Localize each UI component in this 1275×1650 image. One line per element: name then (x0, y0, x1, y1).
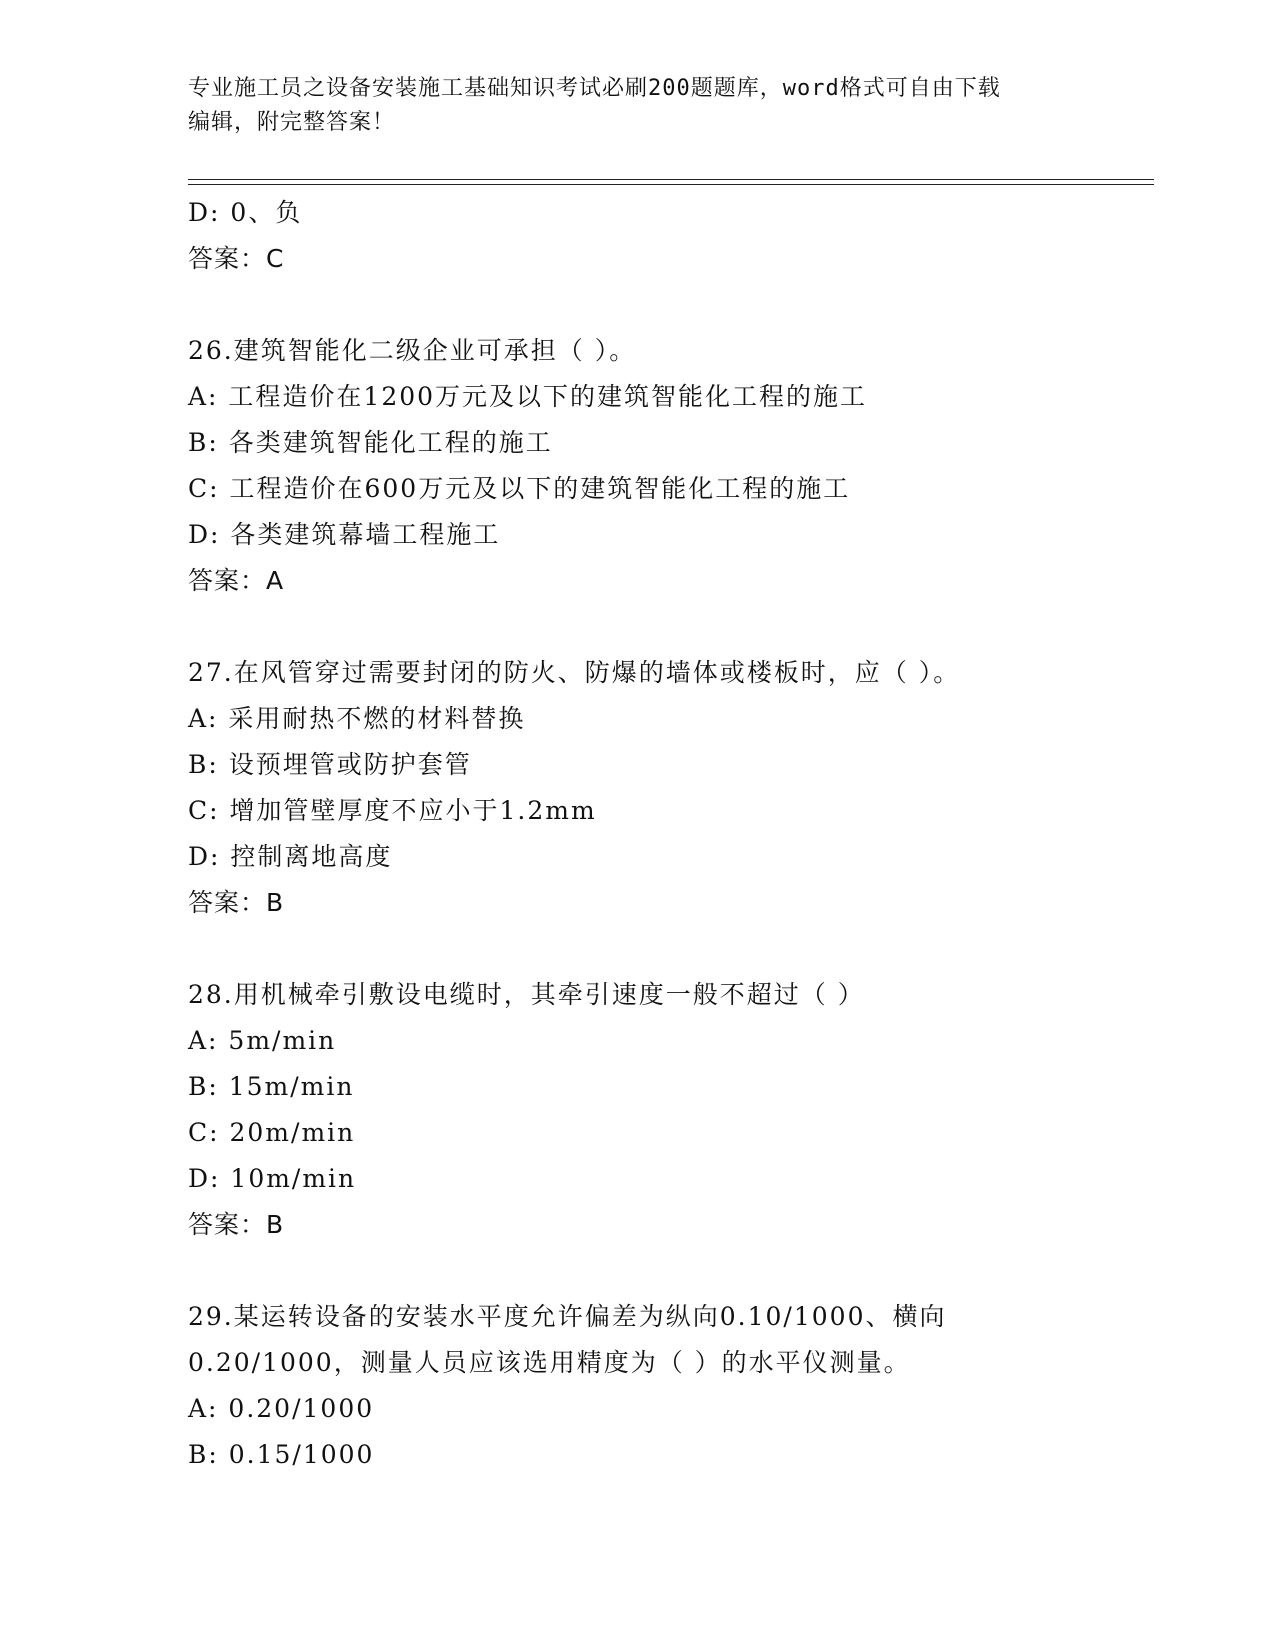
option-d: D: 控制离地高度 (188, 842, 393, 871)
option-a: A: 采用耐热不燃的材料替换 (188, 704, 526, 733)
spacer (188, 282, 1148, 328)
option-b: B: 0.15/1000 (188, 1440, 375, 1469)
question-list (188, 190, 1148, 1478)
question-stem: 28.用机械牵引敷设电缆时，其牵引速度一般不超过（ ） (188, 980, 865, 1009)
prev-answer: 答案：C (188, 244, 285, 273)
question-stem: 27.在风管穿过需要封闭的防火、防爆的墙体或楼板时，应（ ）。 (188, 658, 961, 687)
spacer (188, 1248, 1148, 1294)
header-title-line-2: 编辑，附完整答案！ (188, 110, 396, 135)
question-stem: 26.建筑智能化二级企业可承担（ ）。 (188, 336, 637, 365)
option-c: C: 20m/min (188, 1118, 356, 1147)
answer: 答案：B (188, 1210, 285, 1239)
question-29 (188, 1294, 1148, 1478)
question-28 (188, 972, 1148, 1248)
header-divider-top (188, 179, 1154, 180)
option-a: A: 0.20/1000 (188, 1394, 375, 1423)
option-d: D: 10m/min (188, 1164, 357, 1193)
option-a: A: 工程造价在1200万元及以下的建筑智能化工程的施工 (188, 382, 868, 411)
answer: 答案：A (188, 566, 285, 595)
header-title-line-1: 专业施工员之设备安装施工基础知识考试必刷200题题库，word格式可自由下载 (188, 76, 1001, 101)
option-c: C: 增加管壁厚度不应小于1.2mm (188, 796, 597, 825)
document-header (188, 72, 1068, 140)
option-d: D: 各类建筑幕墙工程施工 (188, 520, 501, 549)
question-stem-line-2: 0.20/1000，测量人员应该选用精度为（ ）的水平仪测量。 (188, 1348, 911, 1377)
answer: 答案：B (188, 888, 285, 917)
header-divider-bottom (188, 184, 1154, 185)
option-c: C: 工程造价在600万元及以下的建筑智能化工程的施工 (188, 474, 851, 503)
spacer (188, 604, 1148, 650)
option-b: B: 15m/min (188, 1072, 355, 1101)
spacer (188, 926, 1148, 972)
option-b: B: 各类建筑智能化工程的施工 (188, 428, 553, 457)
option-b: B: 设预埋管或防护套管 (188, 750, 472, 779)
question-stem-line-1: 29.某运转设备的安装水平度允许偏差为纵向0.10/1000、横向 (188, 1302, 947, 1331)
option-a: A: 5m/min (188, 1026, 337, 1055)
question-26 (188, 328, 1148, 604)
prev-option-d: D: 0、负 (188, 198, 303, 227)
question-27 (188, 650, 1148, 926)
